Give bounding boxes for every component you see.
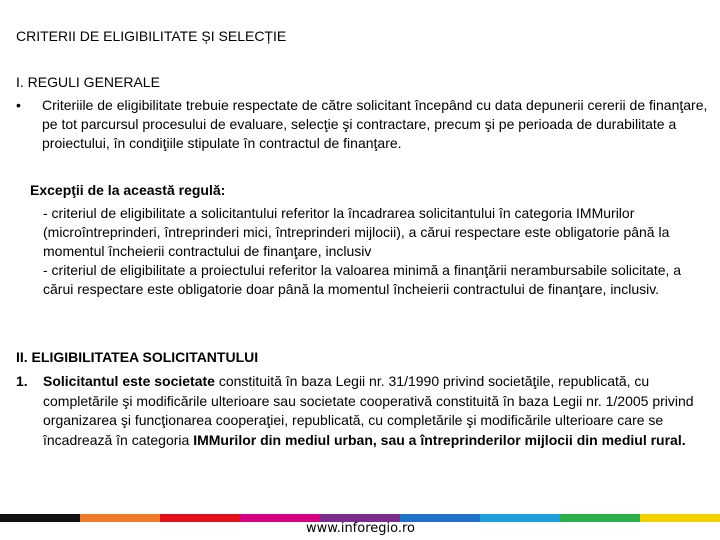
- exception-item: - criteriul de eligibilitate a proiectului referitor la valoarea minimă a finanţării nerambursabile solicitate, a cărui respectare este obligatorie doar până la momentul încheierii contractului de finanţare, inclusiv.: [43, 262, 682, 297]
- color-bar-segment: [160, 514, 240, 522]
- color-bar-segment: [480, 514, 560, 522]
- color-bar-segment: [0, 514, 80, 522]
- color-bar-segment: [640, 514, 720, 522]
- section-heading-general-rules: I. REGULI GENERALE: [16, 74, 160, 90]
- applicant-criterion-item: [16, 372, 716, 450]
- criterion-tail: IMMurilor din mediul urban, sau a întreprinderilor mijlocii din mediul rural.: [193, 431, 686, 448]
- exception-item: - criteriul de eligibilitate a solicitantului referitor la încadrarea solicitantului în categoria IMMurilor (microîntreprinderi, întreprinderi mici, întreprinderi mijlocii), a cărui respectare este obligatorie până la momentul încheierii contractului de finanţare, inclusiv: [43, 205, 670, 259]
- color-bar-segment: [560, 514, 640, 522]
- page-title: CRITERII DE ELIGIBILITATE ȘI SELECȚIE: [16, 28, 287, 44]
- criterion-lead: Solicitantul este societate: [43, 373, 215, 389]
- exceptions-list: [43, 204, 703, 299]
- footer-url[interactable]: www.inforegio.ro: [306, 521, 416, 536]
- criterion-body: constituită în baza Legii nr. 31/1990 privind societăţile, republicată, cu completările şi modificările ulterioare sau societate cooperativă constituită în baza Legii nr. 1/2005 privind organizarea şi funcţionarea cooperaţiei, republicată, cu completările şi modificările ulterioare care se încadrează în categoria: [43, 373, 694, 448]
- general-rules-bullet: [16, 96, 716, 153]
- section-heading-applicant-eligibility: II. ELIGIBILITATEA SOLICITANTULUI: [16, 349, 259, 365]
- bullet-icon: •: [16, 97, 21, 113]
- color-bar-segment: [80, 514, 160, 522]
- exceptions-heading: Excepţii de la această regulă:: [30, 182, 226, 198]
- general-rules-text: Criteriile de eligibilitate trebuie respectate de către solicitant începând cu data depunerii cererii de finanţare, pe tot parcursul procesului de evaluare, selecţie şi contractare, precum şi pe perioada de durabilitate a proiectului, în condiţiile stipulate în contractul de finanţare.: [42, 97, 708, 151]
- item-number: 1.: [16, 373, 28, 389]
- applicant-criterion-text: [43, 372, 716, 450]
